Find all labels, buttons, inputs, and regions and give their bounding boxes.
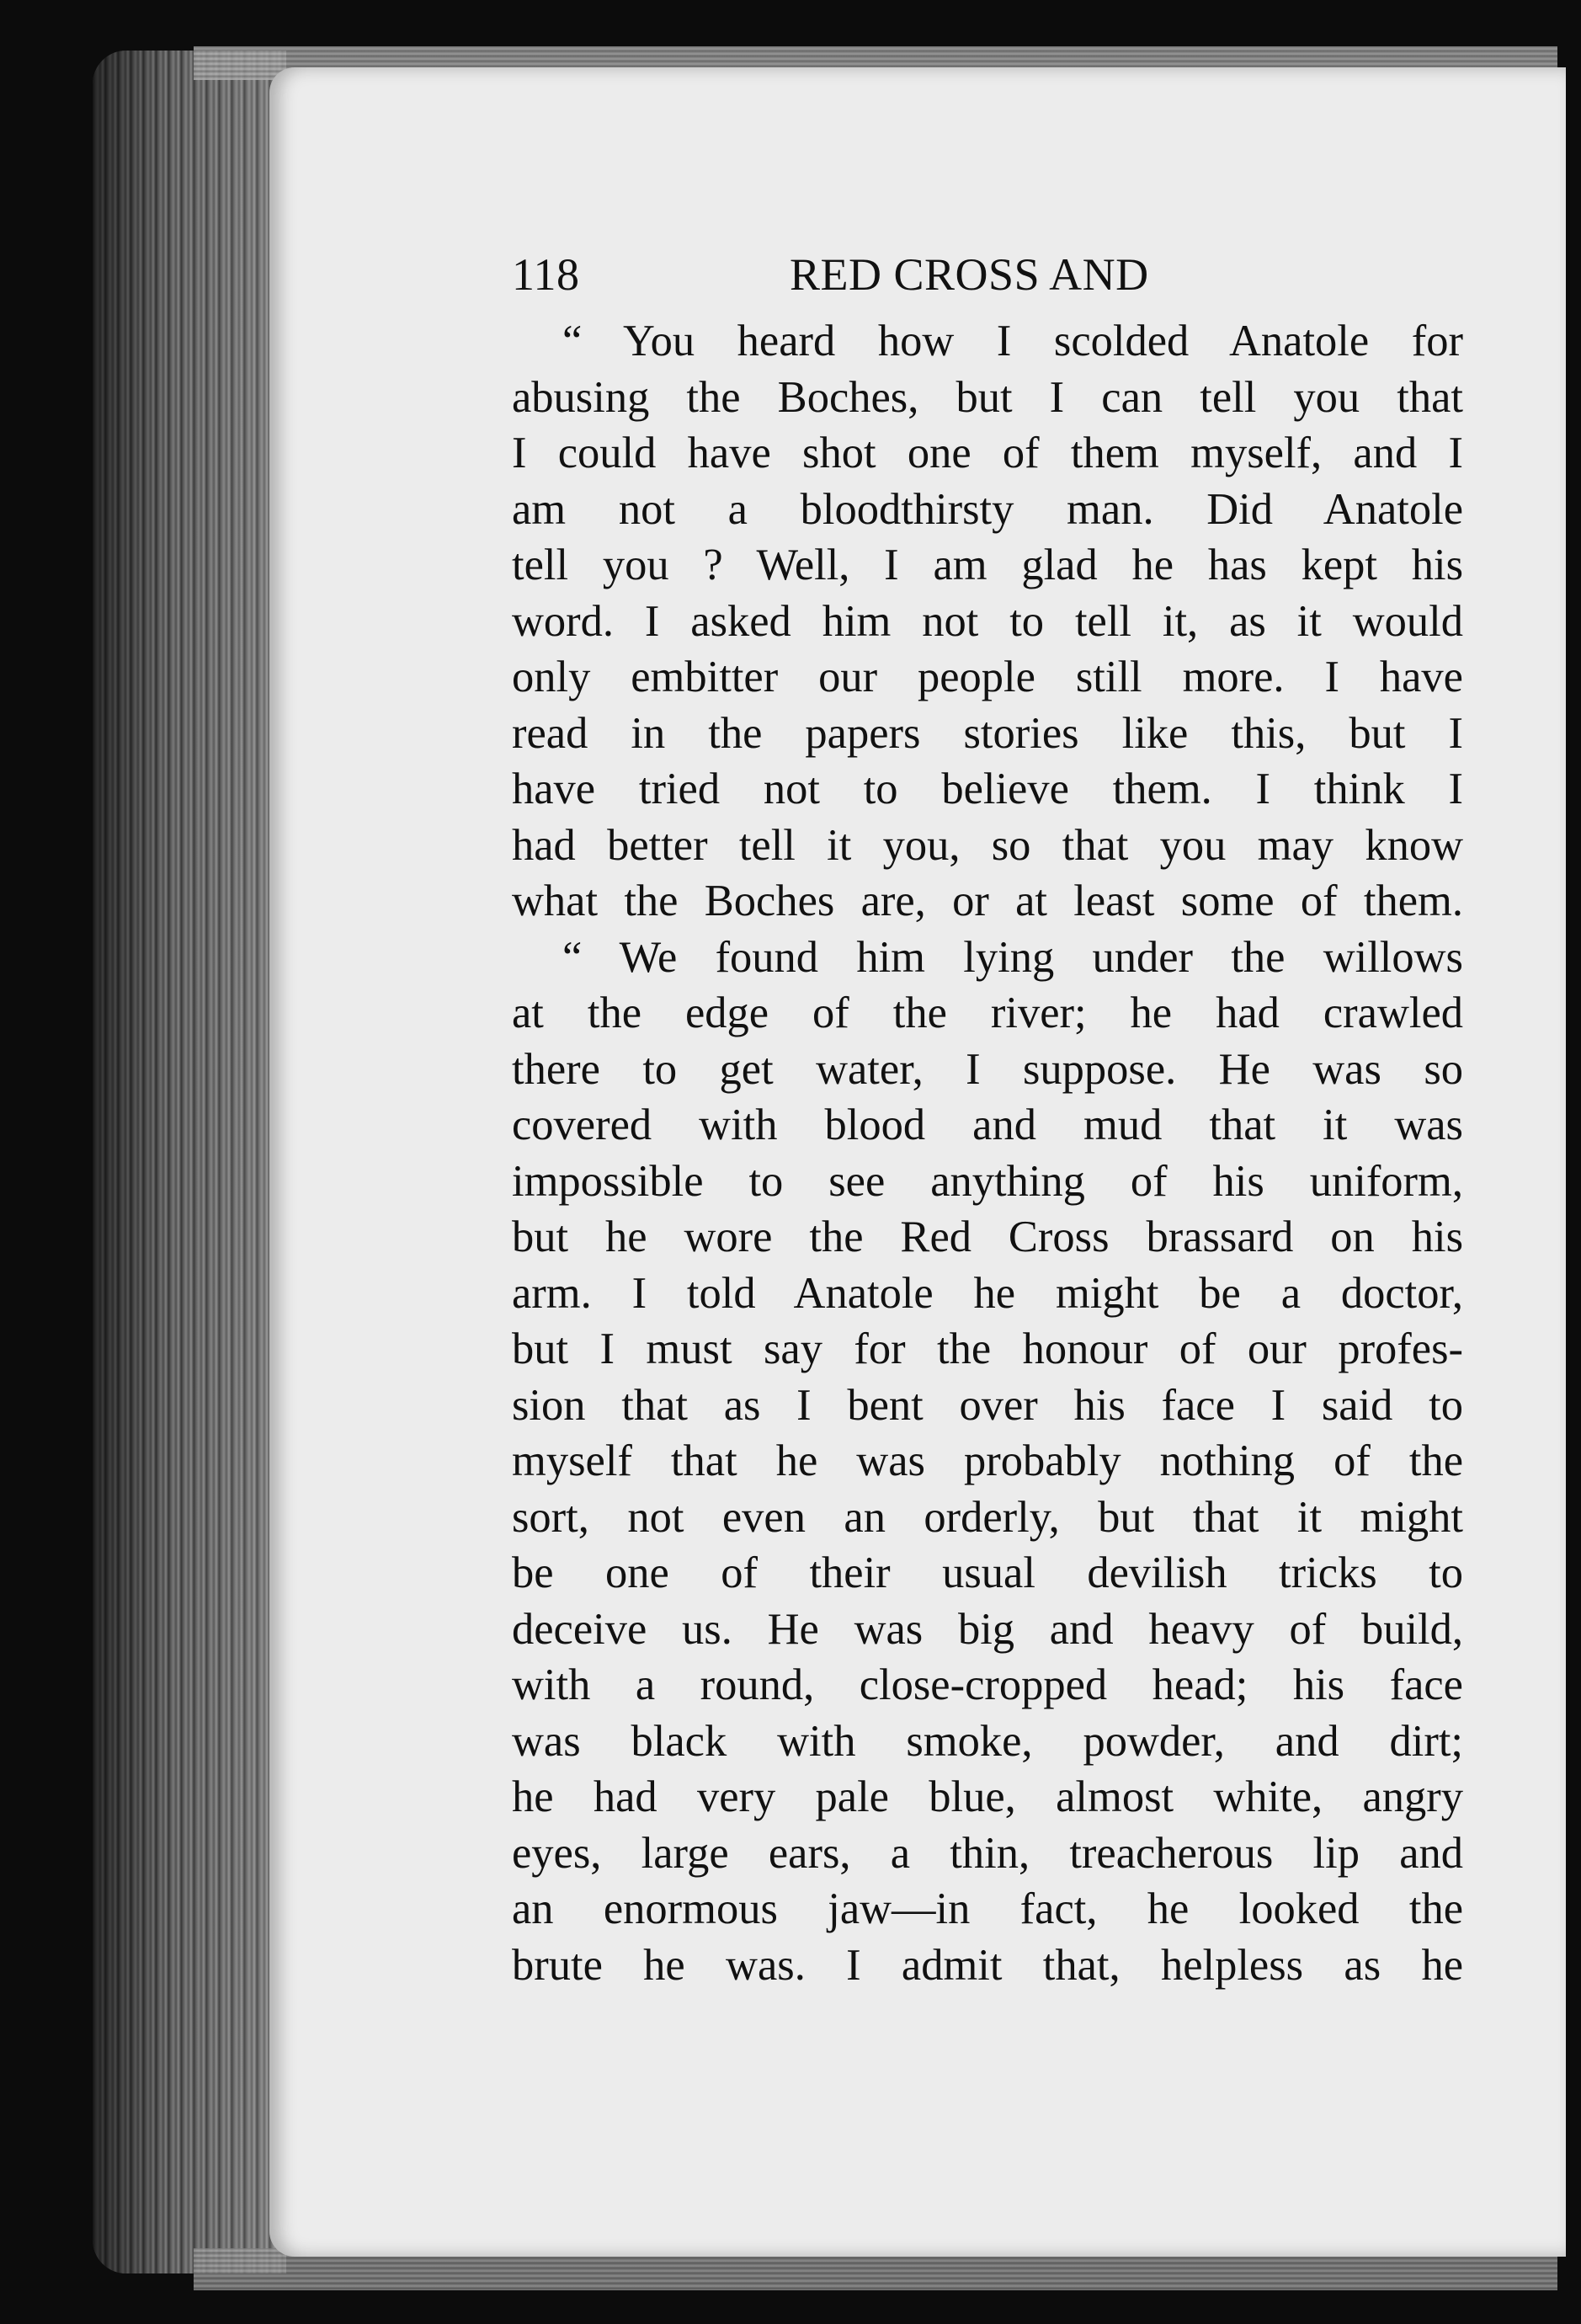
text-line: “ We found him lying under the willows bbox=[562, 932, 1463, 982]
text-line: be one of their usual devilish tricks to bbox=[512, 1548, 1463, 1597]
book-page-edges bbox=[93, 51, 286, 2273]
text-line: there to get water, I suppose. He was so bbox=[512, 1044, 1463, 1094]
text-line: tell you ? Well, I am glad he has kept his bbox=[512, 541, 1463, 589]
text-line: with a round, close-cropped head; his face bbox=[512, 1660, 1463, 1709]
text-line: am not a bloodthirsty man. Did Anatole bbox=[512, 484, 1463, 534]
body-text bbox=[512, 313, 1463, 1993]
text-line: brute he was. I admit that, helpless as he bbox=[512, 1940, 1463, 1990]
text-line: but he wore the Red Cross brassard on his bbox=[512, 1213, 1463, 1261]
text-line: was black with smoke, powder, and dirt; bbox=[512, 1716, 1463, 1766]
running-head: RED CROSS AND bbox=[790, 249, 1149, 300]
text-line: word. I asked him not to tell it, as it would bbox=[512, 596, 1463, 646]
text-line: what the Boches are, or at least some of them. bbox=[512, 877, 1463, 925]
text-line: sort, not even an orderly, but that it might bbox=[512, 1492, 1463, 1542]
text-line: I could have shot one of them myself, and I bbox=[512, 429, 1463, 477]
text-line: impossible to see anything of his uniform, bbox=[512, 1156, 1463, 1206]
text-line: deceive us. He was big and heavy of build, bbox=[512, 1604, 1463, 1654]
text-line: covered with blood and mud that it was bbox=[512, 1101, 1463, 1149]
text-line: myself that he was probably nothing of the bbox=[512, 1437, 1463, 1485]
text-line: eyes, large ears, a thin, treacherous lip and bbox=[512, 1828, 1463, 1878]
text-line: arm. I told Anatole he might be a doctor, bbox=[512, 1268, 1463, 1318]
text-line: have tried not to believe them. I think I bbox=[512, 765, 1463, 813]
text-line: but I must say for the honour of our profes- bbox=[512, 1325, 1463, 1373]
text-line: he had very pale blue, almost white, angry bbox=[512, 1772, 1463, 1821]
text-line: abusing the Boches, but I can tell you that bbox=[512, 372, 1463, 422]
text-line: sion that as I bent over his face I said to bbox=[512, 1380, 1463, 1430]
text-line: read in the papers stories like this, but I bbox=[512, 708, 1463, 758]
page-header bbox=[512, 248, 1463, 316]
text-line: had better tell it you, so that you may know bbox=[512, 820, 1463, 870]
text-line: “ You heard how I scolded Anatole for bbox=[562, 317, 1463, 365]
page-number: 118 bbox=[512, 249, 580, 300]
text-line: an enormous jaw—in fact, he looked the bbox=[512, 1884, 1463, 1933]
text-line: at the edge of the river; he had crawled bbox=[512, 989, 1463, 1037]
text-line: only embitter our people still more. I have bbox=[512, 653, 1463, 701]
